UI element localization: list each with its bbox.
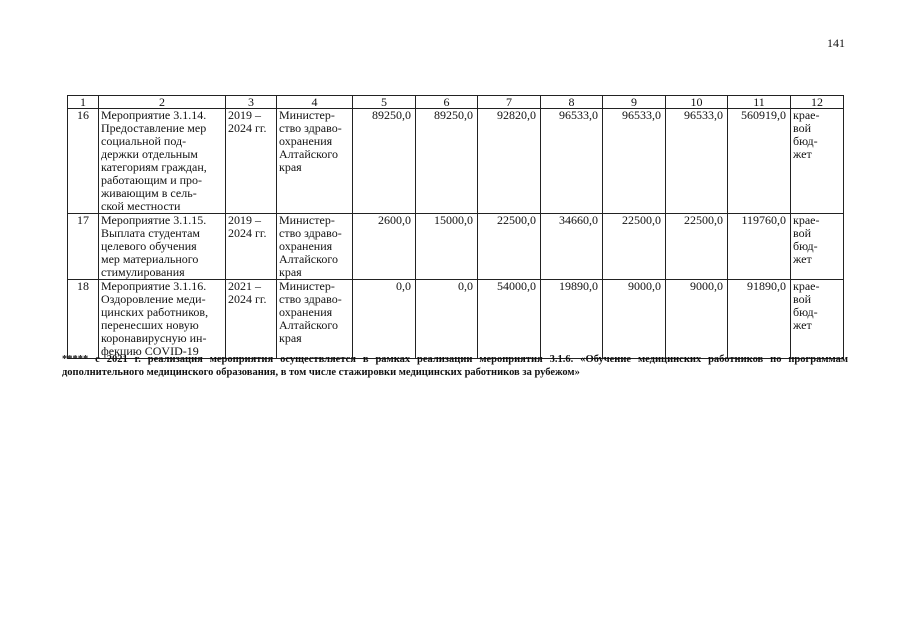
- table-row: [68, 214, 844, 280]
- column-header: 4: [277, 96, 353, 109]
- value-col8: 19890,0: [541, 280, 603, 359]
- value-col10: 22500,0: [666, 214, 728, 280]
- period: 2019 – 2024 гг.: [226, 214, 277, 280]
- measures-table: [67, 95, 844, 359]
- value-col10: 96533,0: [666, 109, 728, 214]
- column-header: 1: [68, 96, 99, 109]
- period: 2019 – 2024 гг.: [226, 109, 277, 214]
- value-col5: 89250,0: [353, 109, 416, 214]
- value-col9: 96533,0: [603, 109, 666, 214]
- value-col7: 22500,0: [478, 214, 541, 280]
- value-total: 119760,0: [728, 214, 791, 280]
- column-header: 7: [478, 96, 541, 109]
- value-col5: 0,0: [353, 280, 416, 359]
- value-col7: 54000,0: [478, 280, 541, 359]
- value-col6: 89250,0: [416, 109, 478, 214]
- value-col6: 0,0: [416, 280, 478, 359]
- value-col8: 96533,0: [541, 109, 603, 214]
- executor: Министер- ство здраво- охранения Алтайского края: [277, 214, 353, 280]
- activity-name: Мероприятие 3.1.15. Выплата студентам целевого обучения мер материального стимулирования: [99, 214, 226, 280]
- period: 2021 – 2024 гг.: [226, 280, 277, 359]
- column-header: 2: [99, 96, 226, 109]
- value-total: 560919,0: [728, 109, 791, 214]
- column-header: 11: [728, 96, 791, 109]
- row-number: 17: [68, 214, 99, 280]
- value-col6: 15000,0: [416, 214, 478, 280]
- activity-name: Мероприятие 3.1.14. Предоставление мер социальной под- держки отдельным категориям граждан, работающим и про- живающим в сель- ской местности: [99, 109, 226, 214]
- value-col10: 9000,0: [666, 280, 728, 359]
- funding-source: крае- вой бюд- жет: [791, 109, 844, 214]
- column-header: 8: [541, 96, 603, 109]
- column-header: 3: [226, 96, 277, 109]
- row-number: 18: [68, 280, 99, 359]
- executor: Министер- ство здраво- охранения Алтайского края: [277, 280, 353, 359]
- funding-source: крае- вой бюд- жет: [791, 214, 844, 280]
- header-row: [68, 96, 844, 109]
- funding-source: крае- вой бюд- жет: [791, 280, 844, 359]
- table-row: [68, 280, 844, 359]
- activity-name: Мероприятие 3.1.16. Оздоровление меди- цинских работников, перенесших новую коронавирусную ин- фекцию COVID-19: [99, 280, 226, 359]
- row-number: 16: [68, 109, 99, 214]
- table-row: [68, 109, 844, 214]
- column-header: 9: [603, 96, 666, 109]
- value-col5: 2600,0: [353, 214, 416, 280]
- column-header: 6: [416, 96, 478, 109]
- column-header: 5: [353, 96, 416, 109]
- column-header: 12: [791, 96, 844, 109]
- footnote: ***** с 2021 г. реализация мероприятия осуществляется в рамках реализации мероприятия 3.1.6. «Обучение медицинских работников по программам дополнительного медицинского образования, в том числе стажировки медицинских работников за рубежом»: [62, 354, 848, 378]
- value-total: 91890,0: [728, 280, 791, 359]
- column-header: 10: [666, 96, 728, 109]
- value-col9: 22500,0: [603, 214, 666, 280]
- value-col7: 92820,0: [478, 109, 541, 214]
- executor: Министер- ство здраво- охранения Алтайского края: [277, 109, 353, 214]
- value-col8: 34660,0: [541, 214, 603, 280]
- page-number: 141: [827, 36, 845, 50]
- value-col9: 9000,0: [603, 280, 666, 359]
